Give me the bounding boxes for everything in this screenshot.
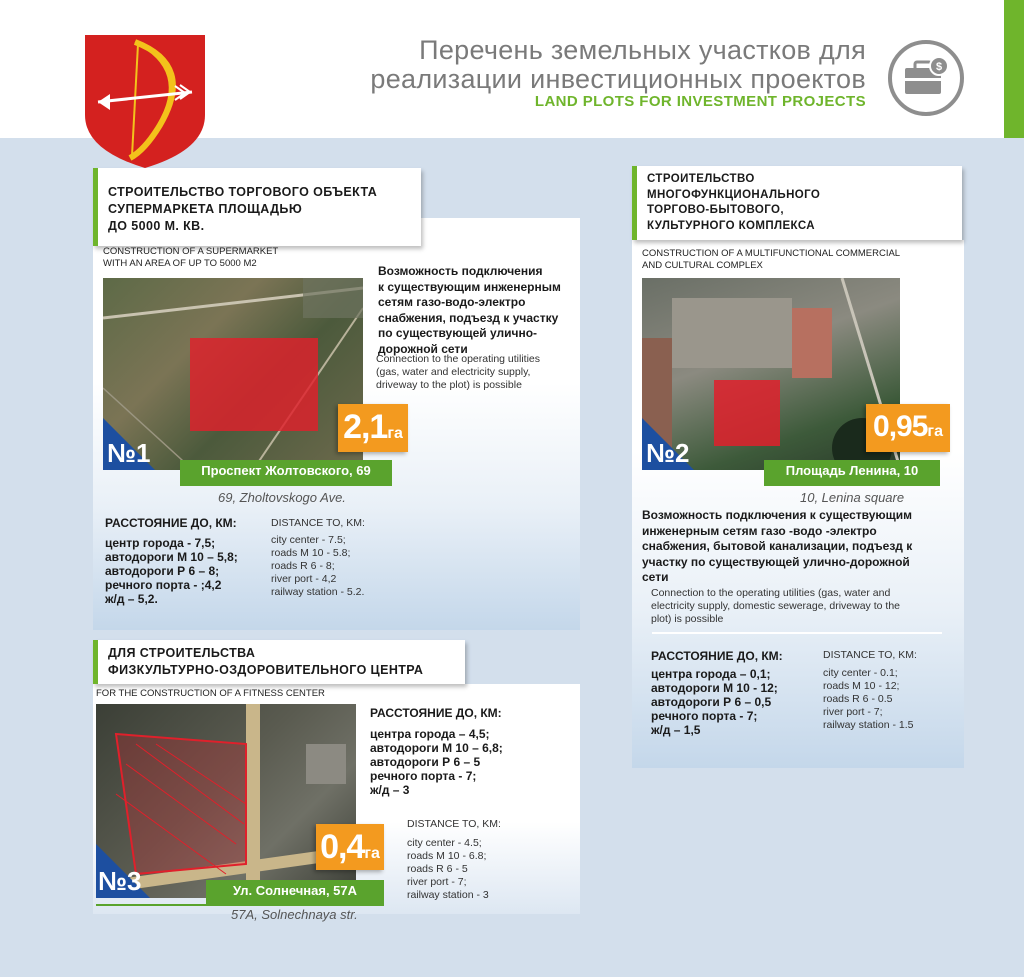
- plot2-distance-en-item: city center - 0.1;: [823, 667, 898, 679]
- plot2-title-line2: МНОГОФУНКЦИОНАЛЬНОГО: [647, 188, 821, 201]
- plot1-distance-label-en: DISTANCE TO, KM:: [271, 517, 365, 529]
- plot2-parcel-highlight: [714, 380, 780, 446]
- plot2-distance-ru-item: речного порта - 7;: [651, 709, 758, 723]
- plot2-address-en: 10, Lenina square: [800, 490, 905, 505]
- plot3-title-line1: ДЛЯ СТРОИТЕЛЬСТВА: [108, 646, 256, 660]
- page-title-ru-line2: реализации инвестиционных проектов: [370, 64, 866, 94]
- plot1-title-line3: ДО 5000 М. КВ.: [108, 219, 205, 233]
- plot1-desc-en-line: (gas, water and electricity supply,: [376, 366, 531, 378]
- plot2-distance-ru-item: автодороги Р 6 – 0,5: [651, 695, 772, 709]
- plot3-distance-ru-item: ж/д – 3: [370, 783, 410, 797]
- plot2-title-line4: КУЛЬТУРНОГО КОМПЛЕКСА: [647, 219, 815, 232]
- header-accent-bar: [1004, 0, 1024, 138]
- plot3-title: [93, 640, 465, 684]
- plot2-desc-ru-line: инженерным сетям газо -водо -электро: [642, 523, 877, 538]
- plot3-distance-label-en: DISTANCE TO, KM:: [407, 818, 501, 830]
- plot1-distance-en-item: railway station - 5.2.: [271, 586, 365, 598]
- plot1-distance-en-item: river port - 4,2: [271, 573, 337, 585]
- plot1-distances-en: [271, 534, 364, 599]
- plot1-desc-ru-line: по существующей улично-: [378, 326, 538, 340]
- plot2-address-underline: [764, 484, 940, 486]
- plot2-desc-ru-line: снабжения, бытовой канализации, подъезд к: [642, 539, 913, 553]
- plot1-title-line1: СТРОИТЕЛЬСТВО ТОРГОВОГО ОБЪЕКТА: [108, 185, 378, 199]
- plot1-desc-ru-line: снабжения, подъезд к участку: [378, 310, 559, 325]
- plot3-address-en: 57A, Solnechnaya str.: [231, 907, 358, 922]
- plot3-number: №3: [98, 866, 142, 896]
- plot1-desc-ru-line: сетям газо-водо-электро: [378, 295, 526, 309]
- plot1-desc-ru: [378, 264, 578, 357]
- plot2-distance-ru-item: ж/д – 1,5: [651, 723, 701, 737]
- plot3-distance-ru-item: центра города – 4,5;: [370, 727, 490, 741]
- plot1-title-line2: СУПЕРМАРКЕТА ПЛОЩАДЬЮ: [108, 202, 303, 216]
- plot3-area-value: 0,4: [320, 828, 365, 866]
- plot2-distances-en: [823, 667, 913, 732]
- plot1-address-underline: [180, 484, 392, 486]
- plot1-area-value: 2,1: [343, 408, 388, 446]
- plot3-distance-en-item: roads R 6 - 5: [407, 863, 468, 875]
- plot1-number: №1: [107, 438, 151, 468]
- plot1-desc-en-line: Connection to the operating utilities: [376, 353, 541, 365]
- plot2-desc-ru-line: участку по существующей улично-дорожной: [642, 554, 910, 569]
- plot3-distance-en-item: roads M 10 - 6.8;: [407, 850, 487, 862]
- plot1-desc-ru-line: к существующим инженерным: [378, 279, 561, 294]
- plot1-address-ru: Проспект Жолтовского, 69: [180, 460, 392, 484]
- plot2-desc-en-line: Connection to the operating utilities (gas, water and: [651, 587, 891, 599]
- plot1-subtitle-line1: CONSTRUCTION OF A SUPERMARKET: [103, 246, 279, 257]
- plot3-distance-en-item: railway station - 3: [407, 889, 489, 901]
- plot1-distances-ru: [105, 536, 238, 606]
- plot2-address-ru: Площадь Ленина, 10: [764, 460, 940, 484]
- plot2-title-line1: СТРОИТЕЛЬСТВО: [647, 173, 755, 185]
- plot2-area-value: 0,95: [873, 410, 928, 443]
- plot1-distance-ru-item: автодороги Р 6 – 8;: [105, 564, 220, 578]
- plot2-area-unit: га: [927, 423, 943, 440]
- plot2-title: [632, 166, 962, 240]
- plot2-distance-en-item: railway station - 1.5: [823, 719, 914, 731]
- plot2-distance-en-item: river port - 7;: [823, 706, 883, 718]
- plot1-distance-en-item: roads R 6 - 8;: [271, 560, 335, 572]
- plot2-title-line3: ТОРГОВО-БЫТОВОГО,: [647, 204, 784, 216]
- plot1-desc-ru-line: Возможность подключения: [378, 264, 543, 278]
- plot2-distance-ru-item: центра города – 0,1;: [651, 667, 771, 681]
- plot1-distance-ru-item: автодороги М 10 – 5,8;: [105, 550, 238, 564]
- plot1-parcel-highlight: [190, 338, 318, 431]
- plot1-address-en: 69, Zholtovskogo Ave.: [218, 490, 346, 505]
- plot2-desc-en-line: electricity supply, domestic sewerage, driveway to the: [651, 600, 900, 612]
- page-title-ru: [246, 36, 866, 94]
- plot1-desc-en: [376, 353, 576, 392]
- plot3-address-ru: Ул. Солнечная, 57А: [206, 880, 384, 904]
- plot2-desc-en-line: plot) is possible: [651, 613, 724, 625]
- plot3-subtitle-en: FOR THE CONSTRUCTION OF A FITNESS CENTER: [96, 688, 325, 699]
- plot2-subtitle-line2: AND CULTURAL COMPLEX: [642, 260, 763, 271]
- plot2-distance-label-ru: РАССТОЯНИЕ ДО, КМ:: [651, 649, 783, 663]
- plot3-address-underline: [96, 904, 384, 906]
- plot2-distance-en-item: roads M 10 - 12;: [823, 680, 900, 692]
- plot1-distance-en-item: roads M 10 - 5.8;: [271, 547, 351, 559]
- page-title-en: LAND PLOTS FOR INVESTMENT PROJECTS: [534, 93, 866, 110]
- plot3-title-line2: ФИЗКУЛЬТУРНО-ОЗДОРОВИТЕЛЬНОГО ЦЕНТРА: [108, 663, 424, 677]
- plot2-desc-en: [651, 587, 951, 626]
- plot1-desc-en-line: driveway to the plot) is possible: [376, 379, 522, 391]
- page-title-ru-line1: Перечень земельных участков для: [419, 35, 866, 65]
- plot2-subtitle-en: [642, 248, 900, 272]
- plot3-distances-ru: [370, 727, 503, 797]
- svg-text:$: $: [935, 61, 943, 73]
- briefcase-icon: [888, 40, 964, 116]
- plot1-distance-ru-item: центр города - 7,5;: [105, 536, 216, 550]
- plot3-area-badge: [316, 824, 384, 870]
- plot1-distance-ru-item: ж/д – 5,2.: [105, 592, 158, 606]
- plot3-distance-ru-item: речного порта - 7;: [370, 769, 477, 783]
- plot3-distance-label-ru: РАССТОЯНИЕ ДО, КМ:: [370, 706, 502, 720]
- plot3-distance-en-item: river port - 7;: [407, 876, 467, 888]
- plot2-distance-label-en: DISTANCE TO, KM:: [823, 649, 917, 661]
- plot3-area-unit: га: [364, 845, 380, 862]
- plot1-area-badge: [338, 404, 408, 452]
- plot2-distance-ru-item: автодороги М 10 - 12;: [651, 681, 778, 695]
- plot1-distance-ru-item: речного порта - ;4,2: [105, 578, 222, 592]
- plot3-distance-en-item: city center - 4.5;: [407, 837, 482, 849]
- plot1-title: [93, 168, 421, 246]
- plot3-distance-ru-item: автодороги Р 6 – 5: [370, 755, 481, 769]
- plot1-area-unit: га: [387, 425, 403, 442]
- plot2-distance-en-item: roads R 6 - 0.5: [823, 693, 893, 705]
- plot2-area-badge: [866, 404, 950, 452]
- plot1-distance-label-ru: РАССТОЯНИЕ ДО, КМ:: [105, 516, 237, 530]
- plot2-divider: [652, 632, 942, 634]
- plot2-distances-ru: [651, 667, 778, 737]
- plot3-distance-ru-item: автодороги М 10 – 6,8;: [370, 741, 503, 755]
- coat-of-arms-icon: [80, 30, 210, 170]
- plot2-desc-ru-line: Возможность подключения к существующим: [642, 508, 913, 522]
- plot1-distance-en-item: city center - 7.5;: [271, 534, 346, 546]
- plot2-desc-ru-line: сети: [642, 570, 669, 584]
- plot2-desc-ru: [642, 508, 958, 586]
- plot1-subtitle-en: [103, 246, 278, 270]
- plot3-distances-en: [407, 837, 489, 902]
- plot2-subtitle-line1: CONSTRUCTION OF A MULTIFUNCTIONAL COMMERCIAL: [642, 248, 901, 259]
- plot1-desc-ru-line: дорожной сети: [378, 341, 468, 356]
- plot1-subtitle-line2: WITH AN AREA OF UP TO 5000 M2: [103, 258, 257, 269]
- plot2-number: №2: [646, 438, 690, 468]
